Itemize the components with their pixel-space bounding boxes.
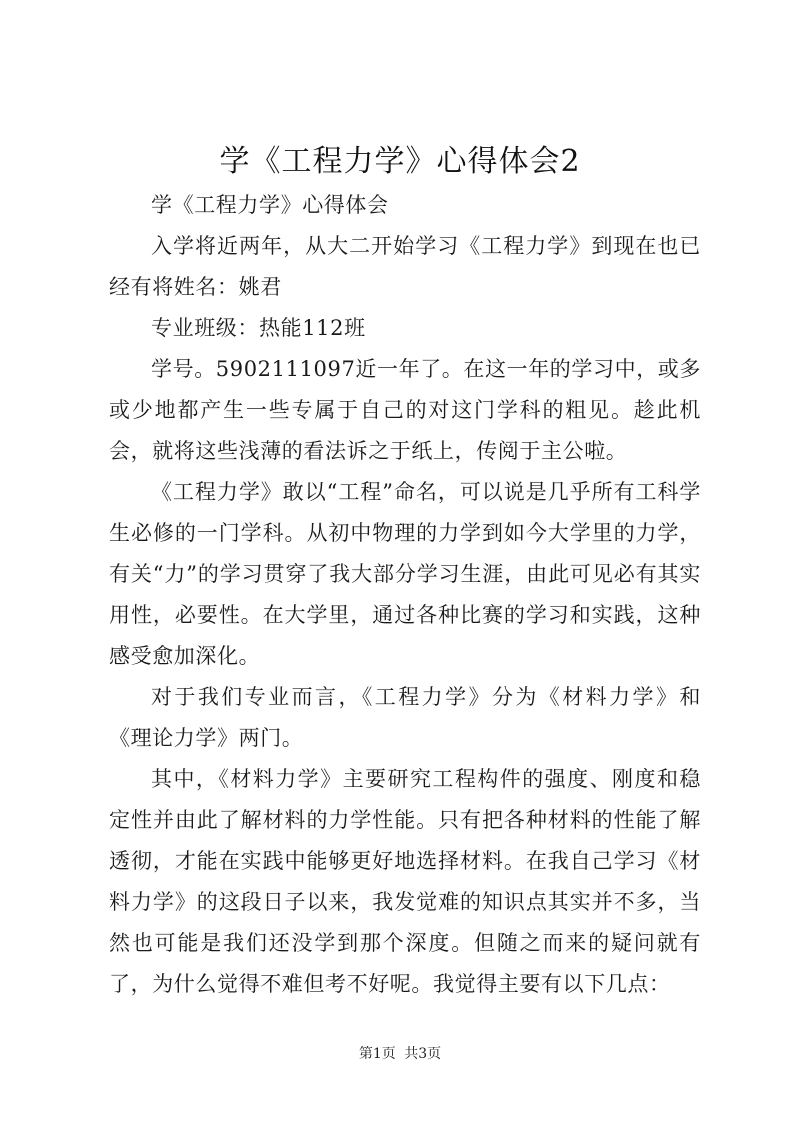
paragraph-subtitle: 学《工程力学》心得体会 [151, 193, 389, 217]
page-title: 学《工程力学》心得体会2 [219, 144, 581, 179]
page-total: 共3页 [404, 1046, 442, 1062]
paragraph-intro: 入学将近两年，从大二开始学习《工程力学》到现在也已经有将姓名：姚君 [109, 234, 701, 299]
paragraph-class: 专业班级：热能112班 [151, 316, 366, 340]
paragraph-engineering: 《工程力学》敢以“工程”命名，可以说是几乎所有工科学生必修的一门学科。从初中物理的力学到如今大学里的力学，有关“力”的学习贯穿了我大部分学习生涯，由此可见必有其实用性，必要性。在大学里，通过各种比赛的学习和实践，这种感受愈加深化。 [109, 480, 701, 668]
page-number: 第1页 [358, 1046, 396, 1062]
document-body [109, 185, 701, 1005]
paragraph-materials: 其中，《材料力学》主要研究工程构件的强度、刚度和稳定性并由此了解材料的力学性能。只有把各种材料的性能了解透彻，才能在实践中能够更好地选择材料。在我自己学习《材料力学》的这段日子以来，我发觉难的知识点其实并不多，当然也可能是我们还没学到那个深度。但随之而来的疑问就有了，为什么觉得不难但考不好呢。我觉得主要有以下几点： [109, 767, 701, 996]
page-footer [0, 1043, 800, 1065]
paragraph-major: 对于我们专业而言，《工程力学》分为《材料力学》和《理论力学》两门。 [109, 685, 701, 750]
paragraph-student-id: 学号。5902111097近一年了。在这一年的学习中，或多或少地都产生一些专属于自己的对这门学科的粗见。趁此机会，就将这些浅薄的看法诉之于纸上，传阅于主公啦。 [109, 357, 702, 463]
